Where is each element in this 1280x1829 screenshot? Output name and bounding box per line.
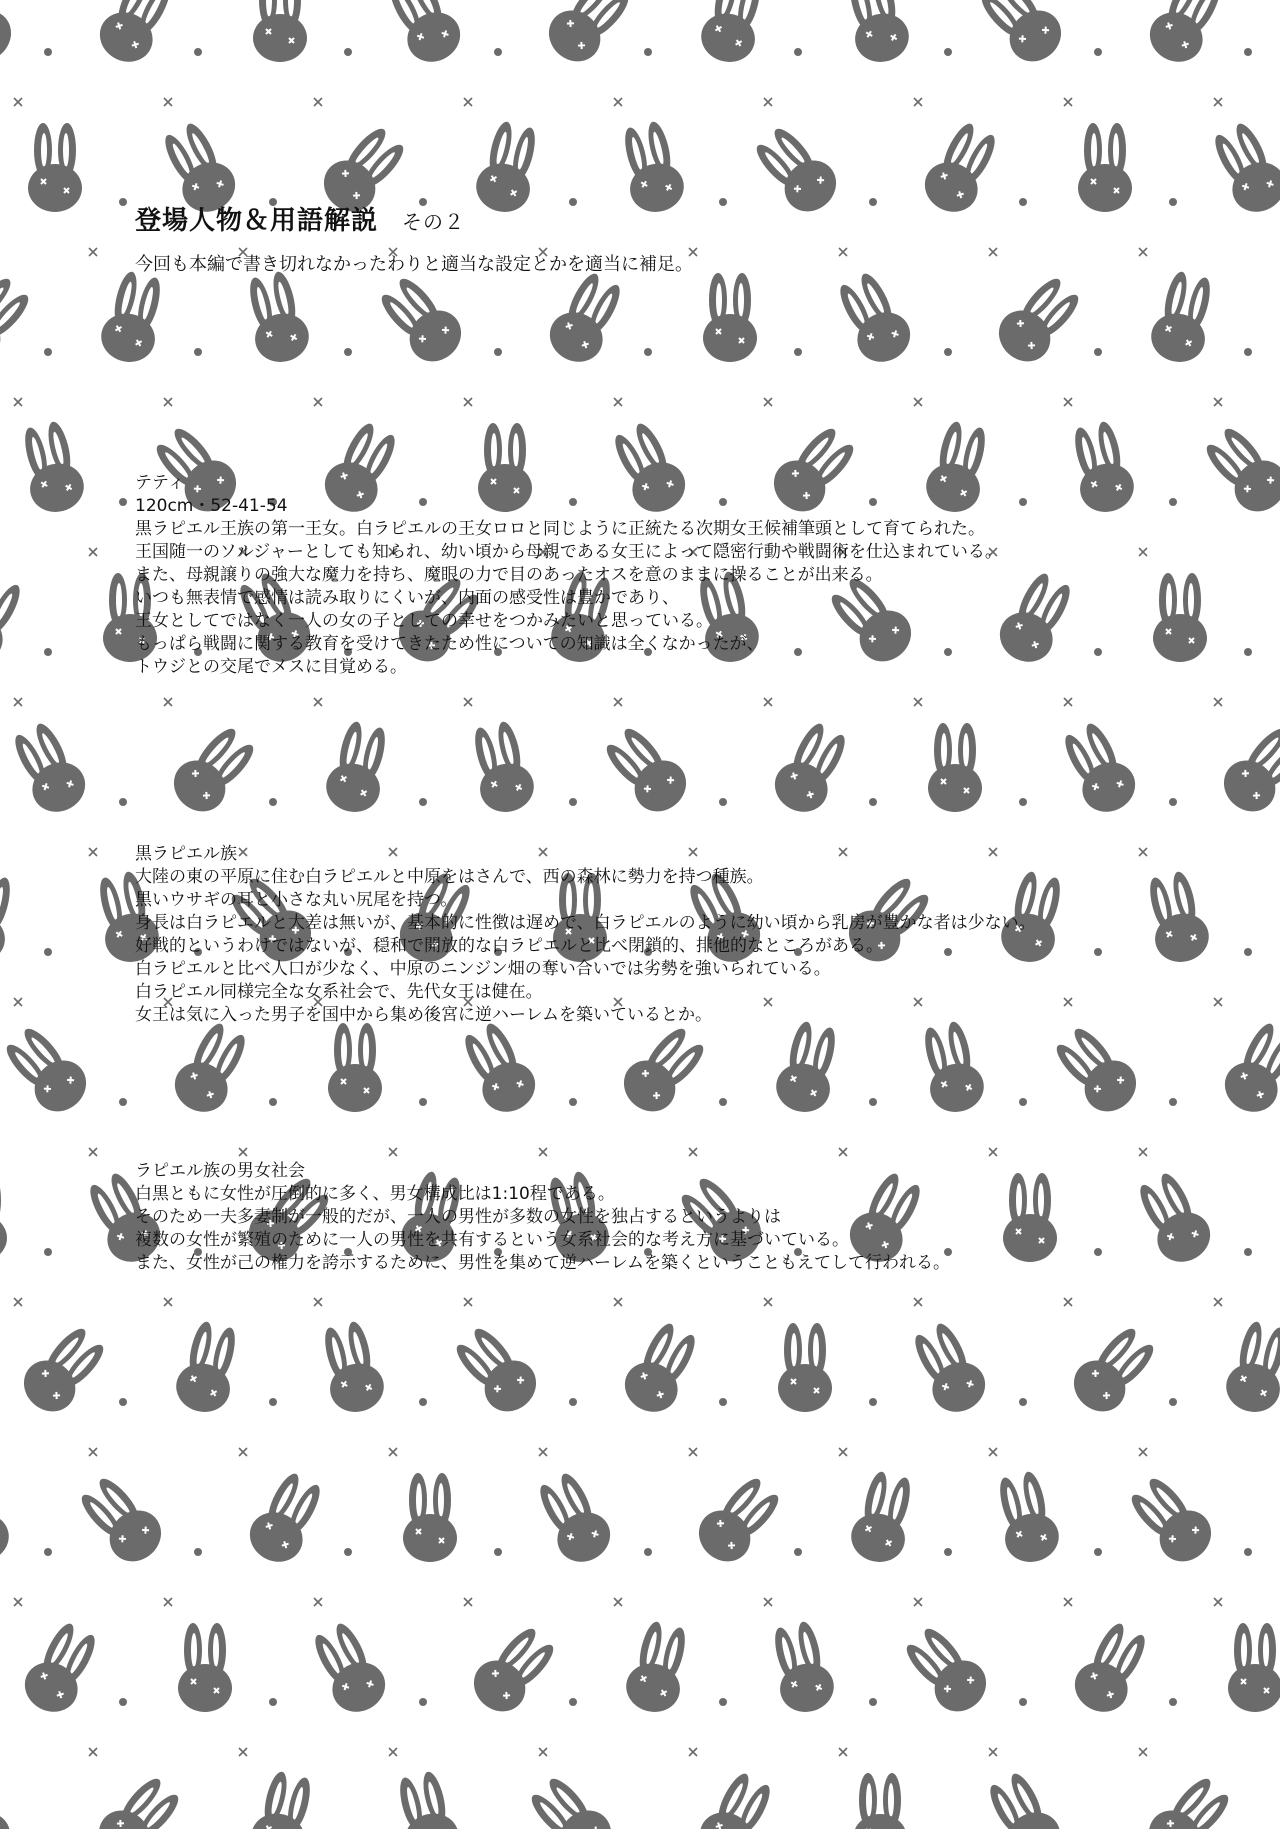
dot-icon	[869, 1398, 877, 1406]
page-subtitle: その２	[402, 210, 466, 234]
dot-icon	[1019, 198, 1027, 206]
bunny-icon	[0, 0, 21, 72]
dot-icon	[719, 1098, 727, 1106]
cross-icon	[164, 98, 172, 106]
dot-icon	[1169, 1098, 1177, 1106]
bunny-icon	[829, 267, 918, 371]
cross-icon	[1064, 698, 1072, 706]
dot-icon	[419, 1698, 427, 1706]
cross-icon	[1064, 1298, 1072, 1306]
cross-icon	[14, 1598, 22, 1606]
cross-icon	[239, 1448, 247, 1456]
cross-icon	[914, 398, 922, 406]
bunny-icon	[253, 0, 307, 62]
bunny-icon	[597, 720, 697, 822]
bunny-icon	[471, 118, 545, 217]
dot-icon	[1169, 1398, 1177, 1406]
cross-icon	[1214, 698, 1222, 706]
bunny-icon	[897, 1620, 997, 1722]
cross-icon	[389, 1448, 397, 1456]
cross-icon	[389, 1748, 397, 1756]
dot-icon	[944, 48, 952, 56]
bunny-icon	[403, 1473, 457, 1562]
cross-icon	[239, 1748, 247, 1756]
bunny-icon	[1066, 1617, 1155, 1721]
cross-icon	[89, 1148, 97, 1156]
dot-icon	[569, 1398, 577, 1406]
cross-icon	[614, 1298, 622, 1306]
dot-icon	[719, 798, 727, 806]
cross-icon	[689, 1148, 697, 1156]
dot-icon	[794, 348, 802, 356]
section-line: 王国随一のソルジャーとしても知られ、幼い頃から母親である女王によって隠密行動や戦闘術を仕込まれている。	[135, 542, 1002, 562]
dot-icon	[44, 48, 52, 56]
dot-icon	[119, 498, 127, 506]
bunny-icon	[16, 1617, 105, 1721]
bunny-icon	[464, 1620, 564, 1722]
cross-icon	[764, 1598, 772, 1606]
bunny-icon	[979, 1767, 1068, 1829]
bunny-icon	[465, 718, 539, 817]
bunny-icon	[72, 1470, 172, 1572]
bunny-icon	[853, 1773, 907, 1829]
section-line: いつも無表情で感情は読み取りにくいが、内面の感受性は豊かであり、	[135, 588, 679, 608]
cross-icon	[839, 1448, 847, 1456]
bunny-icon	[990, 1468, 1064, 1567]
bunny-icon	[1139, 1770, 1239, 1829]
cross-icon	[89, 1748, 97, 1756]
dot-icon	[119, 198, 127, 206]
cross-icon	[14, 698, 22, 706]
bunny-icon	[989, 270, 1089, 372]
cross-icon	[1214, 1598, 1222, 1606]
section-line: 黒ラピエル王族の第一王女。白ラピエルの王女ロロと同じように正統たる次期女王候補筆頭として育てられた。	[135, 519, 985, 539]
cross-icon	[14, 1298, 22, 1306]
bunny-icon	[614, 1020, 714, 1122]
cross-icon	[689, 1748, 697, 1756]
dot-icon	[419, 1098, 427, 1106]
section-line: また、母親譲りの強大な魔力を持ち、魔眼の力で目のあったオスを意のままに操ることが出来る。	[135, 565, 883, 585]
dot-icon	[269, 1398, 277, 1406]
cross-icon	[464, 698, 472, 706]
bunny-icon	[447, 1320, 547, 1422]
bunny-icon	[0, 1767, 19, 1829]
cross-icon	[914, 98, 922, 106]
cross-icon	[89, 1448, 97, 1456]
bunny-icon	[372, 270, 472, 372]
bunny-icon	[91, 0, 180, 71]
bunny-icon	[771, 1018, 845, 1117]
bunny-icon	[14, 1320, 114, 1422]
bunny-icon	[621, 1618, 695, 1717]
dot-icon	[1019, 1698, 1027, 1706]
bunny-icon	[89, 1770, 189, 1829]
dot-icon	[44, 348, 52, 356]
bunny-icon	[0, 1020, 96, 1122]
bunny-icon	[529, 1467, 618, 1571]
bunny-icon	[1216, 1017, 1280, 1121]
dot-icon	[794, 1548, 802, 1556]
bunny-icon	[0, 567, 31, 671]
cross-icon	[14, 98, 22, 106]
cross-icon	[164, 398, 172, 406]
section-heading: 黒ラピエル族	[135, 844, 237, 864]
cross-icon	[914, 1298, 922, 1306]
bunny-icon	[0, 1468, 14, 1567]
cross-icon	[839, 1148, 847, 1156]
dot-icon	[1094, 348, 1102, 356]
cross-icon	[1139, 1748, 1147, 1756]
dot-icon	[869, 798, 877, 806]
dot-icon	[494, 48, 502, 56]
bunny-icon	[315, 1318, 389, 1417]
bunny-icon	[240, 268, 314, 367]
bunny-icon	[616, 1317, 705, 1421]
cross-icon	[539, 1448, 547, 1456]
bunny-icon	[1221, 1318, 1280, 1417]
section-line: 身長は白ラピエルと大差は無いが、基本的に性徴は遅めで、白ラピエルのように幼い頃から乳房が豊かな者は少ない。	[135, 913, 1036, 933]
cross-icon	[14, 398, 22, 406]
section-line: また、女性が己の権力を誇示するために、男性を集めて逆ハーレムを築くということもえてして行われる。	[135, 1253, 950, 1273]
dot-icon	[1169, 798, 1177, 806]
dot-icon	[194, 48, 202, 56]
dot-icon	[419, 1398, 427, 1406]
cross-icon	[1064, 398, 1072, 406]
bunny-icon	[0, 1173, 7, 1262]
section-line: 大陸の東の平原に住む白ラピエルと中原をはさんで、西の森林に勢力を持つ種族。	[135, 867, 764, 887]
dot-icon	[494, 1548, 502, 1556]
section-line: 女王は気に入った男子を国中から集め後宮に逆ハーレムを築いているとか。	[135, 1005, 712, 1025]
dot-icon	[494, 348, 502, 356]
dot-icon	[1094, 1548, 1102, 1556]
section-rapiel-society	[135, 1160, 1250, 1275]
cross-icon	[164, 698, 172, 706]
cross-icon	[464, 1298, 472, 1306]
cross-icon	[539, 1748, 547, 1756]
cross-icon	[764, 1298, 772, 1306]
section-line: 白ラピエルと比べ人口が少なく、中原のニンジン畑の奪い合いでは劣勢を強いられている。	[135, 959, 831, 979]
cross-icon	[614, 398, 622, 406]
dot-icon	[1019, 798, 1027, 806]
section-line: 複数の女性が繁殖のために一人の男性を共有するという女系社会的な考え方に基づいている。	[135, 1230, 849, 1250]
dot-icon	[269, 798, 277, 806]
bunny-icon	[522, 1770, 622, 1829]
cross-icon	[314, 98, 322, 106]
section-line: もっぱら戦闘に関する教育を受けてきたため性についての知識は全くなかったが、	[135, 634, 764, 654]
bunny-icon	[379, 0, 468, 71]
bunny-icon	[0, 270, 38, 372]
bunny-icon	[846, 1468, 920, 1567]
dot-icon	[944, 1548, 952, 1556]
dot-icon	[119, 798, 127, 806]
cross-icon	[989, 1148, 997, 1156]
bunny-icon	[15, 418, 89, 517]
cross-icon	[689, 1448, 697, 1456]
section-line: 白黒ともに女性が圧倒的に多く、男女構成比は1:10程である。	[135, 1184, 615, 1204]
cross-icon	[89, 848, 97, 856]
bunny-icon	[615, 118, 689, 217]
bunny-icon	[747, 120, 847, 222]
dot-icon	[944, 348, 952, 356]
dot-icon	[119, 1398, 127, 1406]
bunny-icon	[765, 1618, 839, 1717]
bunny-icon	[541, 267, 630, 371]
dot-icon	[344, 1548, 352, 1556]
bunny-icon	[1047, 1020, 1147, 1122]
cross-icon	[1214, 398, 1222, 406]
bunny-icon	[241, 1467, 330, 1571]
cross-icon	[614, 1598, 622, 1606]
cross-icon	[1139, 248, 1147, 256]
dot-icon	[869, 1098, 877, 1106]
cross-icon	[764, 698, 772, 706]
section-line: そのため一夫多妻制が一般的だが、一人の男性が多数の女性を独占するというよりは	[135, 1207, 781, 1227]
dot-icon	[194, 1548, 202, 1556]
cross-icon	[1064, 98, 1072, 106]
cross-icon	[164, 1598, 172, 1606]
cross-icon	[314, 698, 322, 706]
dot-icon	[569, 1098, 577, 1106]
bunny-icon	[696, 0, 770, 68]
dot-icon	[44, 1248, 52, 1256]
section-line: 王女としてではなく一人の女の子としての幸せをつかみたいと思っている。	[135, 611, 713, 631]
dot-icon	[569, 798, 577, 806]
cross-icon	[1139, 1148, 1147, 1156]
cross-icon	[89, 548, 97, 556]
bunny-icon	[304, 1617, 393, 1721]
cross-icon	[839, 1748, 847, 1756]
bunny-icon	[328, 1023, 382, 1112]
bunny-icon	[1214, 720, 1280, 822]
dot-icon	[1244, 1548, 1252, 1556]
cross-icon	[989, 1748, 997, 1756]
bunny-icon	[4, 717, 93, 821]
bunny-icon	[689, 1470, 789, 1572]
cross-icon	[1214, 1298, 1222, 1306]
dot-icon	[719, 1698, 727, 1706]
dot-icon	[1244, 48, 1252, 56]
cross-icon	[1214, 98, 1222, 106]
bunny-icon	[1122, 1470, 1222, 1572]
bunny-icon	[321, 718, 395, 817]
dot-icon	[1094, 48, 1102, 56]
cross-icon	[914, 1598, 922, 1606]
bunny-icon	[904, 1317, 993, 1421]
cross-icon	[989, 248, 997, 256]
bunny-icon	[1141, 0, 1230, 71]
bunny-icon	[972, 0, 1072, 72]
bunny-icon	[691, 1767, 780, 1829]
cross-icon	[89, 248, 97, 256]
dot-icon	[569, 1698, 577, 1706]
dot-icon	[1169, 198, 1177, 206]
dot-icon	[119, 1698, 127, 1706]
cross-icon	[389, 1148, 397, 1156]
dot-icon	[719, 198, 727, 206]
dot-icon	[269, 1698, 277, 1706]
page-title-text: 登場人物＆用語解説	[135, 206, 379, 236]
page-title	[135, 200, 465, 237]
dot-icon	[194, 348, 202, 356]
bunny-icon	[778, 1323, 832, 1412]
cross-icon	[914, 698, 922, 706]
bunny-icon	[703, 273, 757, 362]
bunny-icon	[840, 0, 914, 68]
section-heading: テティ	[135, 473, 185, 493]
section-heading: ラピエル族の男女社会	[135, 1161, 305, 1181]
cross-icon	[314, 398, 322, 406]
dot-icon	[1244, 348, 1252, 356]
dot-icon	[344, 348, 352, 356]
bunny-icon	[166, 1017, 255, 1121]
dot-icon	[644, 48, 652, 56]
bunny-icon	[390, 1768, 464, 1829]
dot-icon	[794, 48, 802, 56]
bunny-icon	[915, 1018, 989, 1117]
dot-icon	[569, 198, 577, 206]
dot-icon	[869, 1698, 877, 1706]
bunny-icon	[454, 1017, 543, 1121]
bunny-icon	[1078, 123, 1132, 212]
cross-icon	[464, 98, 472, 106]
dot-icon	[869, 198, 877, 206]
dot-icon	[269, 1098, 277, 1106]
cross-icon	[614, 698, 622, 706]
cross-icon	[464, 1598, 472, 1606]
dot-icon	[1019, 1398, 1027, 1406]
bunny-icon	[766, 717, 855, 821]
dot-icon	[44, 1548, 52, 1556]
bunny-icon	[1064, 1320, 1164, 1422]
cross-icon	[989, 1448, 997, 1456]
cross-icon	[539, 1148, 547, 1156]
section-line: 白ラピエル同様完全な女系社会で、先代女王は健在。	[135, 982, 543, 1002]
cross-icon	[314, 1298, 322, 1306]
section-black-rapiel	[135, 843, 1250, 1027]
dot-icon	[1019, 1098, 1027, 1106]
section-line: トウジとの交尾でメスに目覚める。	[135, 657, 407, 677]
cross-icon	[764, 98, 772, 106]
bunny-icon	[246, 1768, 320, 1829]
dot-icon	[719, 1398, 727, 1406]
bunny-icon	[1228, 1623, 1280, 1712]
cross-icon	[614, 98, 622, 106]
cross-icon	[464, 398, 472, 406]
bunny-icon	[539, 0, 639, 72]
cross-icon	[164, 1298, 172, 1306]
dot-icon	[1169, 1698, 1177, 1706]
cross-icon	[1064, 1598, 1072, 1606]
cross-icon	[314, 1598, 322, 1606]
cross-icon	[1139, 1448, 1147, 1456]
bunny-icon	[928, 723, 982, 812]
bunny-icon	[1146, 268, 1220, 367]
bunny-icon	[1204, 117, 1280, 221]
section-line: 120cm・52-41-54	[135, 496, 288, 516]
dot-icon	[119, 1098, 127, 1106]
dot-icon	[644, 348, 652, 356]
dot-icon	[44, 648, 52, 656]
page-intro: 今回も本編で書き切れなかったわりと適当な設定とかを適当に補足。	[135, 254, 693, 275]
bunny-icon	[1054, 717, 1143, 821]
bunny-icon	[1272, 870, 1280, 972]
bunny-icon	[164, 720, 264, 822]
bunny-icon	[916, 117, 1005, 221]
bunny-icon	[171, 1318, 245, 1417]
cross-icon	[239, 1148, 247, 1156]
cross-icon	[839, 248, 847, 256]
bunny-icon	[0, 868, 20, 967]
bunny-icon	[96, 268, 170, 367]
section-tetty	[135, 472, 1250, 679]
section-line: 好戦的というわけではないが、穏和で開放的な白ラピエルと比べ閉鎖的、排他的なところがある。	[135, 936, 883, 956]
dot-icon	[344, 48, 352, 56]
cross-icon	[14, 998, 22, 1006]
dot-icon	[419, 798, 427, 806]
bunny-icon	[28, 123, 82, 212]
dot-icon	[644, 1548, 652, 1556]
cross-icon	[764, 398, 772, 406]
bunny-icon	[178, 1623, 232, 1712]
dot-icon	[44, 948, 52, 956]
section-line: 黒いウサギの耳と小さな丸い尻尾を持つ。	[135, 890, 458, 910]
